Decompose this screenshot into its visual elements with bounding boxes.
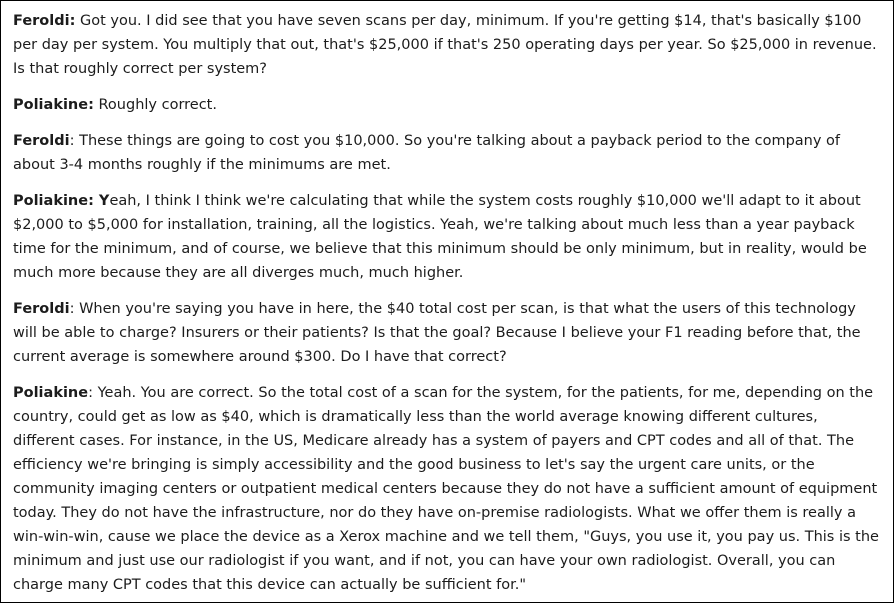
transcript-paragraph — [13, 381, 883, 597]
paragraph-text: : When you're saying you have in here, the $40 total cost per scan, is that what the users of this technology will be able to charge? Insurers or their patients? Is that the goal? Because I believe your F1 reading before that, the current average is somewhere around $300. Do I have that correct? — [13, 301, 861, 365]
transcript-paragraph — [13, 129, 883, 177]
speaker-name: Poliakine: — [13, 97, 94, 113]
paragraph-text: : Yeah. You are correct. So the total cost of a scan for the system, for the patients, for me, depending on the country, could get as low as $40, which is dramatically less than the world average knowing different cultures, different cases. For instance, in the US, Medicare already has a system of payers and CPT codes and all of that. The efficiency we're bringing is simply accessibility and the good business to let's say the urgent care units, or the community imaging centers or outpatient medical centers because they do not have a sufficient amount of equipment today. They do not have the infrastructure, nor do they have on-premise radiologists. What we offer them is really a win-win-win, cause we place the device as a Xerox machine and we tell them, "Guys, you use it, you pay us. This is the minimum and just use our radiologist if you want, and if not, you can have your own radiologist. Overall, you can charge many CPT codes that this device can actually be sufficient for." — [13, 385, 879, 593]
paragraph-text: Got you. I did see that you have seven scans per day, minimum. If you're getting $14, that's basically $100 per day per system. You multiply that out, that's $25,000 if that's 250 operating days per year. So $25,000 in revenue. Is that roughly correct per system? — [13, 13, 877, 77]
transcript-paragraph — [13, 9, 883, 81]
speaker-name: Poliakine: Y — [13, 193, 110, 209]
paragraph-text: : These things are going to cost you $10,000. So you're talking about a payback period to the company of about 3-4 months roughly if the minimums are met. — [13, 133, 841, 173]
transcript-paragraph — [13, 189, 883, 285]
speaker-name: Feroldi: — [13, 13, 76, 29]
transcript-paragraph — [13, 93, 883, 117]
paragraph-text: Roughly correct. — [93, 97, 217, 113]
paragraph-text: eah, I think I think we're calculating that while the system costs roughly $10,000 we'll adapt to it about $2,000 to $5,000 for installation, training, all the logistics. Yeah, we're talking about much less than a year payback time for the minimum, and of course, we believe that this minimum should be only minimum, but in reality, would be much more because they are all diverges much, much higher. — [13, 193, 867, 281]
speaker-name: Poliakine — [13, 385, 89, 401]
speaker-name: Feroldi — [13, 133, 70, 149]
speaker-name: Feroldi — [13, 301, 70, 317]
transcript-paragraph — [13, 297, 883, 369]
